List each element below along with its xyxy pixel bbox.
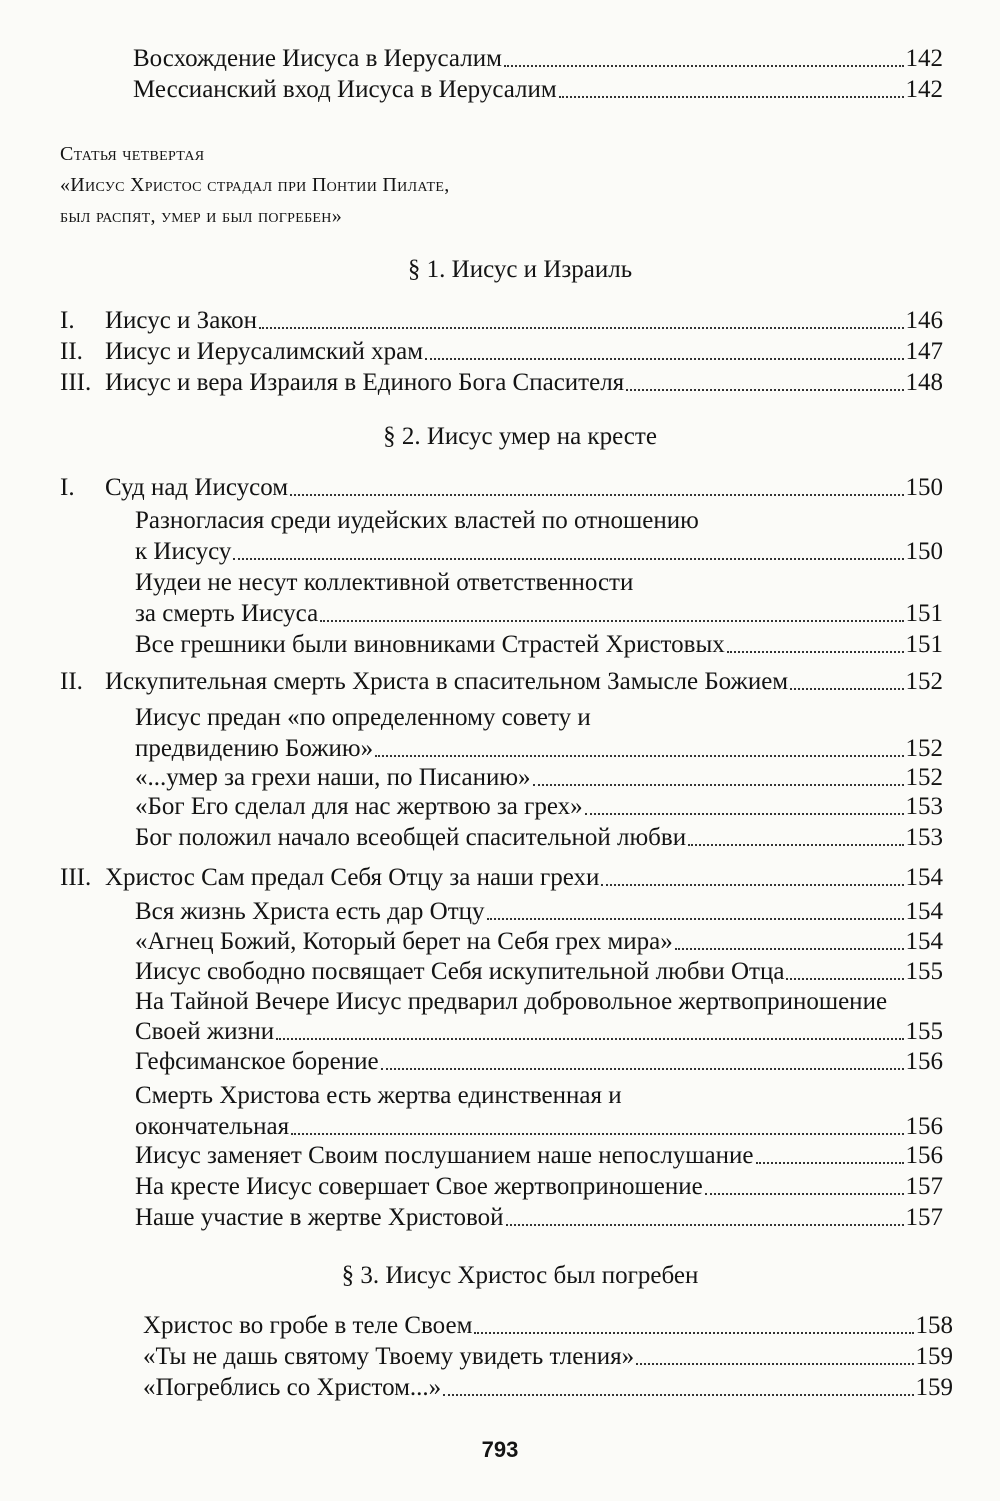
toc-entry[interactable]: Гефсиманское борение 156 <box>135 1048 943 1075</box>
entry-number: II. <box>60 668 83 695</box>
toc-entry[interactable]: Бог положил начало всеобщей спасительной любви 153 <box>135 824 943 851</box>
toc-entry[interactable]: предвидению Божию» 152 <box>135 735 943 762</box>
toc-entry[interactable]: Наше участие в жертве Христовой 157 <box>135 1204 943 1231</box>
entry-number: I. <box>60 474 75 501</box>
toc-entry[interactable]: «Бог Его сделал для нас жертвою за грех» 153 <box>135 793 943 820</box>
section-heading: § 1. Иисус и Израиль <box>407 256 633 283</box>
toc-entry[interactable]: Иисус и Закон 146 <box>105 307 943 334</box>
toc-entry[interactable]: Своей жизни 155 <box>135 1018 943 1045</box>
toc-entry-line1: Смерть Христова есть жертва единственная и <box>135 1082 622 1109</box>
toc-entry[interactable]: Иисус свободно посвящает Себя искупительной любви Отца 155 <box>135 958 943 985</box>
toc-entry[interactable]: Мессианский вход Иисуса в Иерусалим 142 <box>133 76 943 103</box>
toc-entry[interactable]: «Погреблись со Христом...» 159 <box>143 1374 953 1401</box>
toc-entry[interactable]: Иисус и вера Израиля в Единого Бога Спасителя 148 <box>105 369 943 396</box>
toc-entry[interactable]: На кресте Иисус совершает Свое жертвоприношение 157 <box>135 1173 943 1200</box>
toc-entry[interactable]: «Агнец Божий, Который берет на Себя грех мира» 154 <box>135 928 943 955</box>
toc-entry[interactable]: Все грешники были виновниками Страстей Христовых 151 <box>135 631 943 658</box>
article-title-line2: был распят, умер и был погребен» <box>60 205 342 227</box>
entry-number: III. <box>60 864 92 891</box>
entry-number: II. <box>60 338 83 365</box>
entry-number: III. <box>60 369 92 396</box>
toc-entry-line1: На Тайной Вечере Иисус предварил добровольное жертвоприношение <box>135 988 888 1015</box>
article-label: Статья четвертая <box>60 143 205 165</box>
toc-entry[interactable]: Восхождение Иисуса в Иерусалим 142 <box>133 45 943 72</box>
toc-entry[interactable]: за смерть Иисуса 151 <box>135 600 943 627</box>
toc-entry[interactable]: Иисус заменяет Своим послушанием наше непослушание 156 <box>135 1142 943 1169</box>
toc-entry[interactable]: «Ты не дашь святому Твоему увидеть тления» 159 <box>143 1343 953 1370</box>
toc-entry[interactable]: Вся жизнь Христа есть дар Отцу 154 <box>135 898 943 925</box>
toc-entry[interactable]: «...умер за грехи наши, по Писанию» 152 <box>135 764 943 791</box>
toc-entry-line1: Разногласия среди иудейских властей по отношению <box>135 507 699 534</box>
page-number: 793 <box>481 1437 519 1462</box>
toc-entry-line1: Иисус предан «по определенному совету и <box>135 704 591 731</box>
toc-entry[interactable]: Христос во гробе в теле Своем 158 <box>143 1312 953 1339</box>
toc-entry[interactable]: Христос Сам предал Себя Отцу за наши грехи 154 <box>105 864 943 891</box>
toc-entry[interactable]: Искупительная смерть Христа в спасительном Замысле Божием 152 <box>105 668 943 695</box>
article-title-line1: «Иисус Христос страдал при Понтии Пилате, <box>60 174 450 196</box>
toc-entry[interactable]: Суд над Иисусом 150 <box>105 474 943 501</box>
toc-entry[interactable]: окончательная 156 <box>135 1113 943 1140</box>
toc-entry[interactable]: Иисус и Иерусалимский храм 147 <box>105 338 943 365</box>
entry-number: I. <box>60 307 75 334</box>
toc-entry-line1: Иудеи не несут коллективной ответственности <box>135 569 634 596</box>
section-heading: § 2. Иисус умер на кресте <box>383 423 657 450</box>
section-heading: § 3. Иисус Христос был погребен <box>341 1262 699 1289</box>
toc-entry[interactable]: к Иисусу 150 <box>135 538 943 565</box>
